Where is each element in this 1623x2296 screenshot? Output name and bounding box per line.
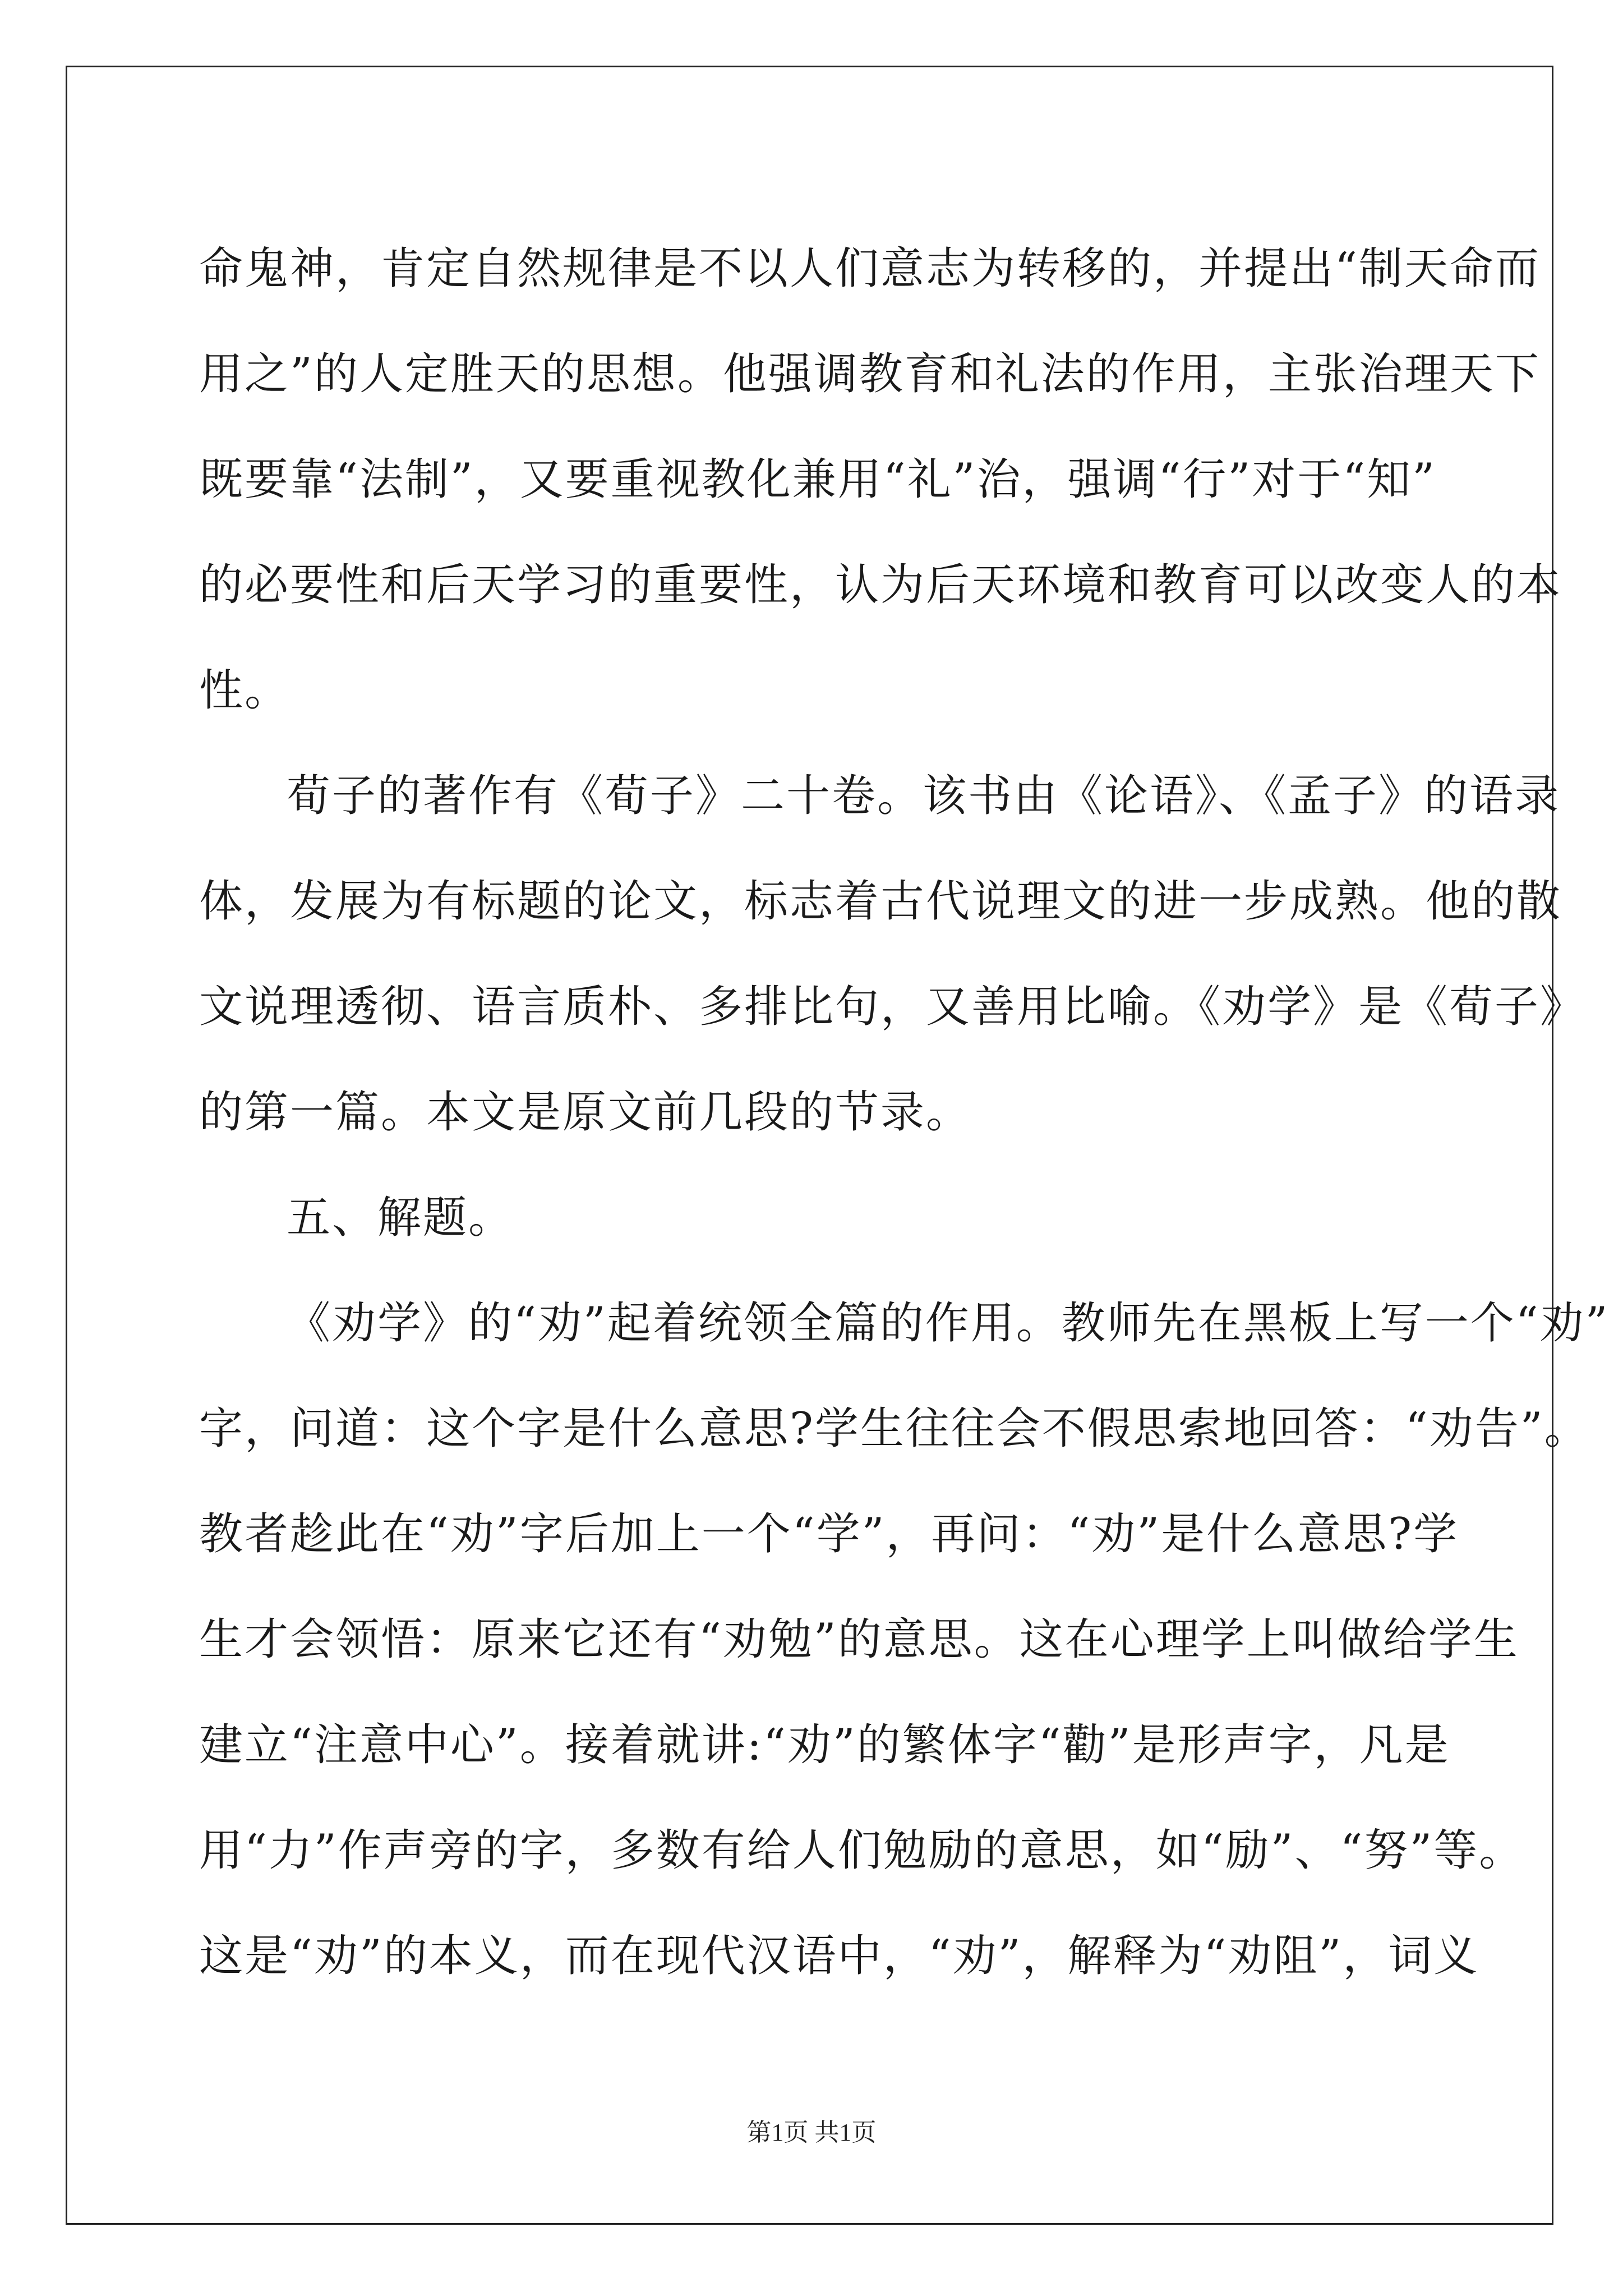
paragraph-first-line: 《劝学》的“劝”起着统领全篇的作用。教师先在黑板上写一个“劝” bbox=[287, 1298, 1610, 1349]
text-line: 既要靠“法制”，又要重视教化兼用“礼”治，强调“行”对于“知” bbox=[199, 454, 1437, 505]
text-line: 生才会领悟：原来它还有“劝勉”的意思。这在心理学上叫做给学生 bbox=[199, 1614, 1519, 1665]
text-line: 用之”的人定胜天的思想。他强调教育和礼法的作用，主张治理天下 bbox=[199, 349, 1541, 399]
text-line: 命鬼神，肯定自然规律是不以人们意志为转移的，并提出“制天命而 bbox=[199, 243, 1541, 294]
text-line: 文说理透彻、语言质朴、多排比句，又善用比喻。《劝学》是《荀子》 bbox=[199, 982, 1586, 1032]
text-line: 性。 bbox=[199, 665, 291, 716]
text-line: 体，发展为有标题的论文，标志着古代说理文的进一步成熟。他的散 bbox=[199, 876, 1562, 927]
text-line: 用“力”作声旁的字，多数有给人们勉励的意思，如“励”、“努”等。 bbox=[199, 1825, 1525, 1876]
text-line: 的第一篇。本文是原文前几段的节录。 bbox=[199, 1087, 972, 1138]
page-number-footer: 第1页 共1页 bbox=[746, 2119, 877, 2146]
section-heading: 五、解题。 bbox=[287, 1193, 514, 1243]
paragraph-first-line: 荀子的著作有《荀子》二十卷。该书由《论语》、《孟子》的语录 bbox=[287, 771, 1561, 821]
text-line: 这是“劝”的本义，而在现代汉语中，“劝”，解释为“劝阻”，词义 bbox=[199, 1931, 1479, 1981]
text-line: 建立“注意中心”。接着就讲:“劝”的繁体字“勸”是形声字，凡是 bbox=[199, 1720, 1450, 1770]
text-line: 字，问道：这个字是什么意思?学生往往会不假思索地回答：“劝告”。 bbox=[199, 1404, 1590, 1454]
document-body bbox=[199, 216, 1610, 2009]
text-line: 教者趁此在“劝”字后加上一个“学”，再问：“劝”是什么意思?学 bbox=[199, 1509, 1459, 1559]
text-line: 的必要性和后天学习的重要性，认为后天环境和教育可以改变人的本 bbox=[199, 560, 1562, 610]
